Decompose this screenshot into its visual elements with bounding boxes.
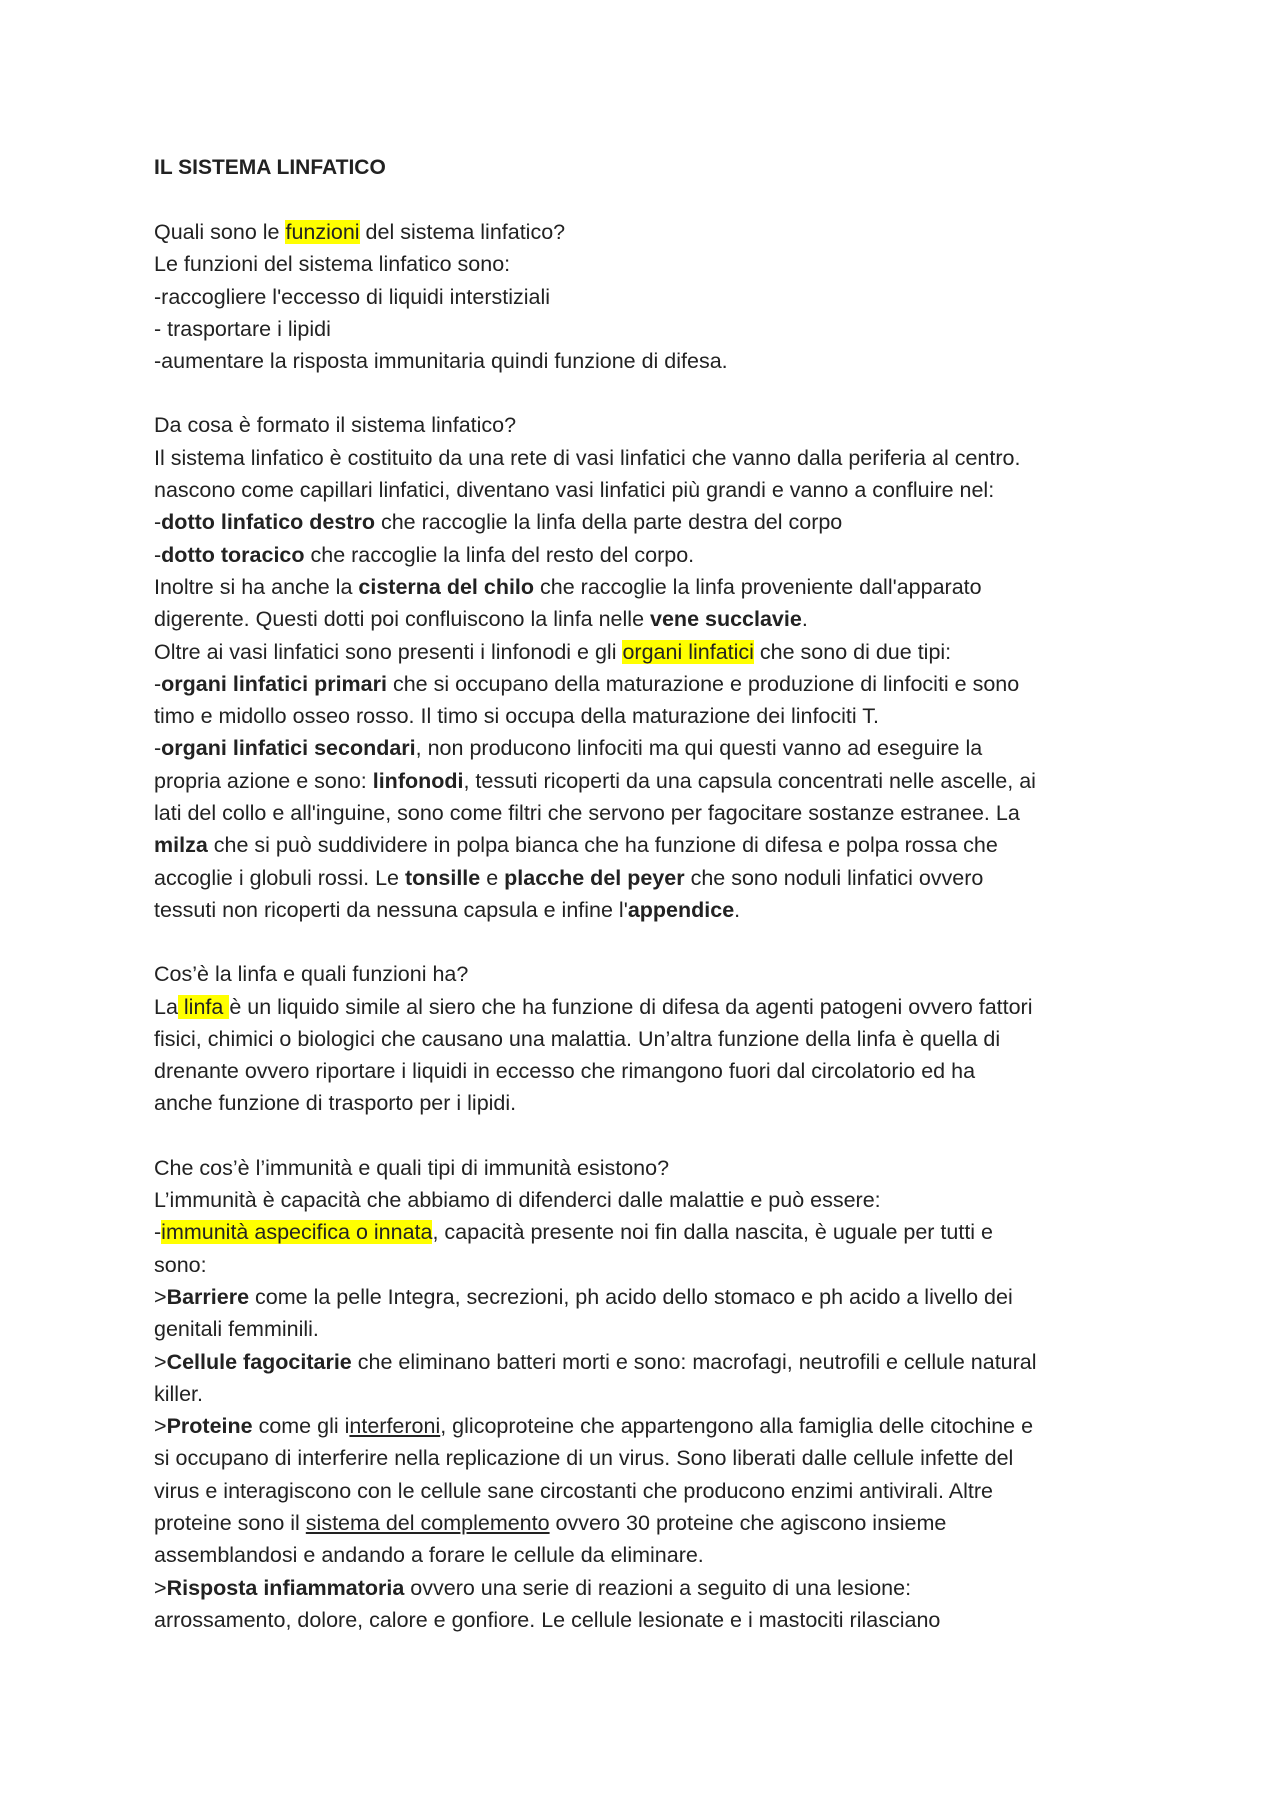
- text-run: -: [154, 736, 162, 761]
- text-run: .: [801, 607, 808, 632]
- text-line: [154, 281, 1130, 313]
- text-run: propria azione e sono:: [154, 768, 373, 793]
- text-line: [154, 1442, 1130, 1474]
- text-run: che raccoglie la linfa proveniente dall'apparato: [534, 574, 982, 599]
- bold-term: organi linfatici secondari: [161, 736, 416, 761]
- bold-term: placche del peyer: [504, 865, 685, 890]
- text-run: sono:: [154, 1252, 207, 1277]
- text-line: [154, 1087, 1130, 1119]
- text-line: [154, 1249, 1130, 1281]
- text-line: [154, 409, 1130, 441]
- bold-term: organi linfatici primari: [161, 671, 387, 696]
- text-run: arrossamento, dolore, calore e gonfiore. Le cellule lesionate e i mastociti rilasciano: [154, 1607, 941, 1632]
- text-run: timo e midollo osseo rosso. Il timo si occupa della maturazione dei linfociti T.: [154, 704, 879, 729]
- text-run: proteine sono il: [154, 1510, 306, 1535]
- text-run: che si può suddividere in polpa bianca che ha funzione di difesa e polpa rossa che: [207, 833, 998, 858]
- text-run: -: [154, 671, 162, 696]
- text-line: [154, 1410, 1130, 1442]
- text-run: -raccogliere l'eccesso di liquidi interstiziali: [154, 284, 551, 309]
- text-run: Cos’è la linfa e quali funzioni ha?: [154, 962, 469, 987]
- text-run: è un liquido simile al siero che ha funzione di difesa da agenti patogeni ovvero fattori: [229, 994, 1033, 1019]
- document-title: IL SISTEMA LINFATICO: [154, 156, 386, 179]
- section-4: [154, 1152, 1130, 1636]
- text-run: che sono di due tipi:: [753, 639, 952, 664]
- text-run: anche funzione di trasporto per i lipidi.: [154, 1091, 517, 1116]
- bold-term: milza: [154, 833, 208, 858]
- text-run: Quali sono le: [154, 220, 286, 244]
- document-body: [154, 216, 1130, 1636]
- text-line: [154, 894, 1130, 926]
- bold-term: Proteine: [166, 1414, 253, 1439]
- text-run: La: [154, 994, 178, 1019]
- bold-term: appendice: [627, 897, 735, 922]
- text-run: Da cosa è formato il sistema linfatico?: [154, 413, 517, 438]
- text-line: [154, 1475, 1130, 1507]
- underlined-term: nterferoni: [349, 1414, 441, 1439]
- text-line: [154, 345, 1130, 377]
- text-run: assemblandosi e andando a forare le cellule da eliminare.: [154, 1543, 704, 1568]
- text-line: [154, 797, 1130, 829]
- text-line: [154, 829, 1130, 861]
- text-run: - trasportare i lipidi: [154, 316, 331, 341]
- text-run: ovvero una serie di reazioni a seguito di una lesione:: [404, 1575, 912, 1600]
- bold-term: cisterna del chilo: [358, 574, 535, 599]
- text-run: Inoltre si ha anche la: [154, 574, 359, 599]
- text-line: [154, 248, 1130, 280]
- bold-term: linfonodi: [372, 768, 464, 793]
- text-run: e: [480, 865, 505, 890]
- text-run: -: [154, 1220, 162, 1245]
- text-line: [154, 442, 1130, 474]
- bold-term: Risposta infiammatoria: [166, 1575, 405, 1600]
- text-line: [154, 991, 1130, 1023]
- bold-term: dotto linfatico destro: [161, 510, 375, 535]
- text-run: nascono come capillari linfatici, diventano vasi linfatici più grandi e vanno a confluire nel:: [154, 478, 995, 503]
- text-line: [154, 603, 1130, 635]
- text-line: [154, 732, 1130, 764]
- text-run: tessuti non ricoperti da nessuna capsula e infine l': [154, 897, 628, 922]
- section-1: [154, 216, 1130, 377]
- text-line: [154, 1055, 1130, 1087]
- text-run: che si occupano della maturazione e produzione di linfociti e sono: [386, 671, 1020, 696]
- text-line: [154, 1507, 1130, 1539]
- text-line: [154, 1572, 1130, 1604]
- bold-term: vene succlavie: [650, 607, 802, 632]
- text-line: [154, 1539, 1130, 1571]
- text-run: -: [154, 542, 162, 567]
- bold-term: tonsille: [404, 865, 481, 890]
- text-run: >: [154, 1414, 167, 1439]
- text-line: [154, 506, 1130, 538]
- text-line: [154, 700, 1130, 732]
- text-run: che raccoglie la linfa della parte destra del corpo: [374, 510, 843, 535]
- text-line: [154, 636, 1130, 668]
- text-line: [154, 571, 1130, 603]
- text-line: [154, 765, 1130, 797]
- text-run: ovvero 30 proteine che agiscono insieme: [549, 1510, 947, 1535]
- text-line: [154, 1281, 1130, 1313]
- bold-term: dotto toracico: [161, 542, 305, 567]
- text-run: , tessuti ricoperti da una capsula concentrati nelle ascelle, ai: [463, 768, 1036, 793]
- text-line: [154, 1184, 1130, 1216]
- text-run: Le funzioni del sistema linfatico sono:: [154, 252, 511, 277]
- highlighted-term: funzioni: [285, 220, 360, 244]
- text-line: [154, 1313, 1130, 1345]
- text-line: [154, 313, 1130, 345]
- text-line: [154, 1604, 1130, 1636]
- text-run: .: [734, 897, 741, 922]
- text-line: [154, 958, 1130, 990]
- text-run: come la pelle Integra, secrezioni, ph acido dello stomaco e ph acido a livello dei: [249, 1284, 1013, 1309]
- text-line: [154, 539, 1130, 571]
- text-run: che raccoglie la linfa del resto del corpo.: [304, 542, 695, 567]
- text-run: lati del collo e all'inguine, sono come filtri che servono per fagocitare sostanze estranee. La: [154, 801, 1020, 826]
- bold-term: Barriere: [166, 1284, 250, 1309]
- text-run: che sono noduli linfatici ovvero: [684, 865, 984, 890]
- text-run: accoglie i globuli rossi. Le: [154, 865, 405, 890]
- text-run: , glicoproteine che appartengono alla famiglia delle citochine e: [440, 1414, 1034, 1439]
- section-3: [154, 958, 1130, 1119]
- text-run: virus e interagiscono con le cellule sane circostanti che producono enzimi antivirali. Altre: [154, 1478, 993, 1503]
- text-line: [154, 668, 1130, 700]
- text-run: fisici, chimici o biologici che causano una malattia. Un’altra funzione della linfa è quella di: [154, 1026, 1001, 1051]
- text-run: >: [154, 1575, 167, 1600]
- section-2: [154, 409, 1130, 926]
- highlighted-term: immunità aspecifica o innata: [161, 1220, 433, 1245]
- text-run: Che cos’è l’immunità e quali tipi di immunità esistono?: [154, 1155, 670, 1180]
- text-line: [154, 216, 1130, 248]
- text-run: digerente. Questi dotti poi confluiscono la linfa nelle: [154, 607, 651, 632]
- underlined-term: sistema del complemento: [305, 1510, 550, 1535]
- text-line: [154, 474, 1130, 506]
- highlighted-term: organi linfatici: [622, 639, 754, 664]
- bold-term: Cellule fagocitarie: [166, 1349, 352, 1374]
- text-run: Il sistema linfatico è costituito da una rete di vasi linfatici che vanno dalla periferia al centro.: [154, 445, 1021, 470]
- text-line: [154, 1346, 1130, 1378]
- text-run: del sistema linfatico?: [359, 220, 566, 244]
- text-run: che eliminano batteri morti e sono: macrofagi, neutrofili e cellule natural: [351, 1349, 1037, 1374]
- text-run: Oltre ai vasi linfatici sono presenti i linfonodi e gli: [154, 639, 623, 664]
- text-run: killer.: [154, 1381, 203, 1406]
- text-run: >: [154, 1349, 167, 1374]
- text-run: , non producono linfociti ma qui questi vanno ad eseguire la: [415, 736, 983, 761]
- highlighted-term: linfa: [177, 994, 230, 1019]
- text-line: [154, 862, 1130, 894]
- text-line: [154, 1378, 1130, 1410]
- text-run: genitali femminili.: [154, 1317, 319, 1342]
- text-line: [154, 1152, 1130, 1184]
- text-run: -aumentare la risposta immunitaria quindi funzione di difesa.: [154, 349, 728, 374]
- text-run: come gli i: [252, 1414, 350, 1439]
- text-run: drenante ovvero riportare i liquidi in eccesso che rimangono fuori dal circolatorio ed ha: [154, 1059, 976, 1084]
- text-run: -: [154, 510, 162, 535]
- text-run: >: [154, 1284, 167, 1309]
- text-line: [154, 1216, 1130, 1248]
- text-run: L’immunità è capacità che abbiamo di difenderci dalle malattie e può essere:: [154, 1188, 881, 1213]
- text-line: [154, 1023, 1130, 1055]
- text-run: si occupano di interferire nella replicazione di un virus. Sono liberati dalle cellule infette del: [154, 1446, 1014, 1471]
- text-run: , capacità presente noi fin dalla nascita, è uguale per tutti e: [432, 1220, 994, 1245]
